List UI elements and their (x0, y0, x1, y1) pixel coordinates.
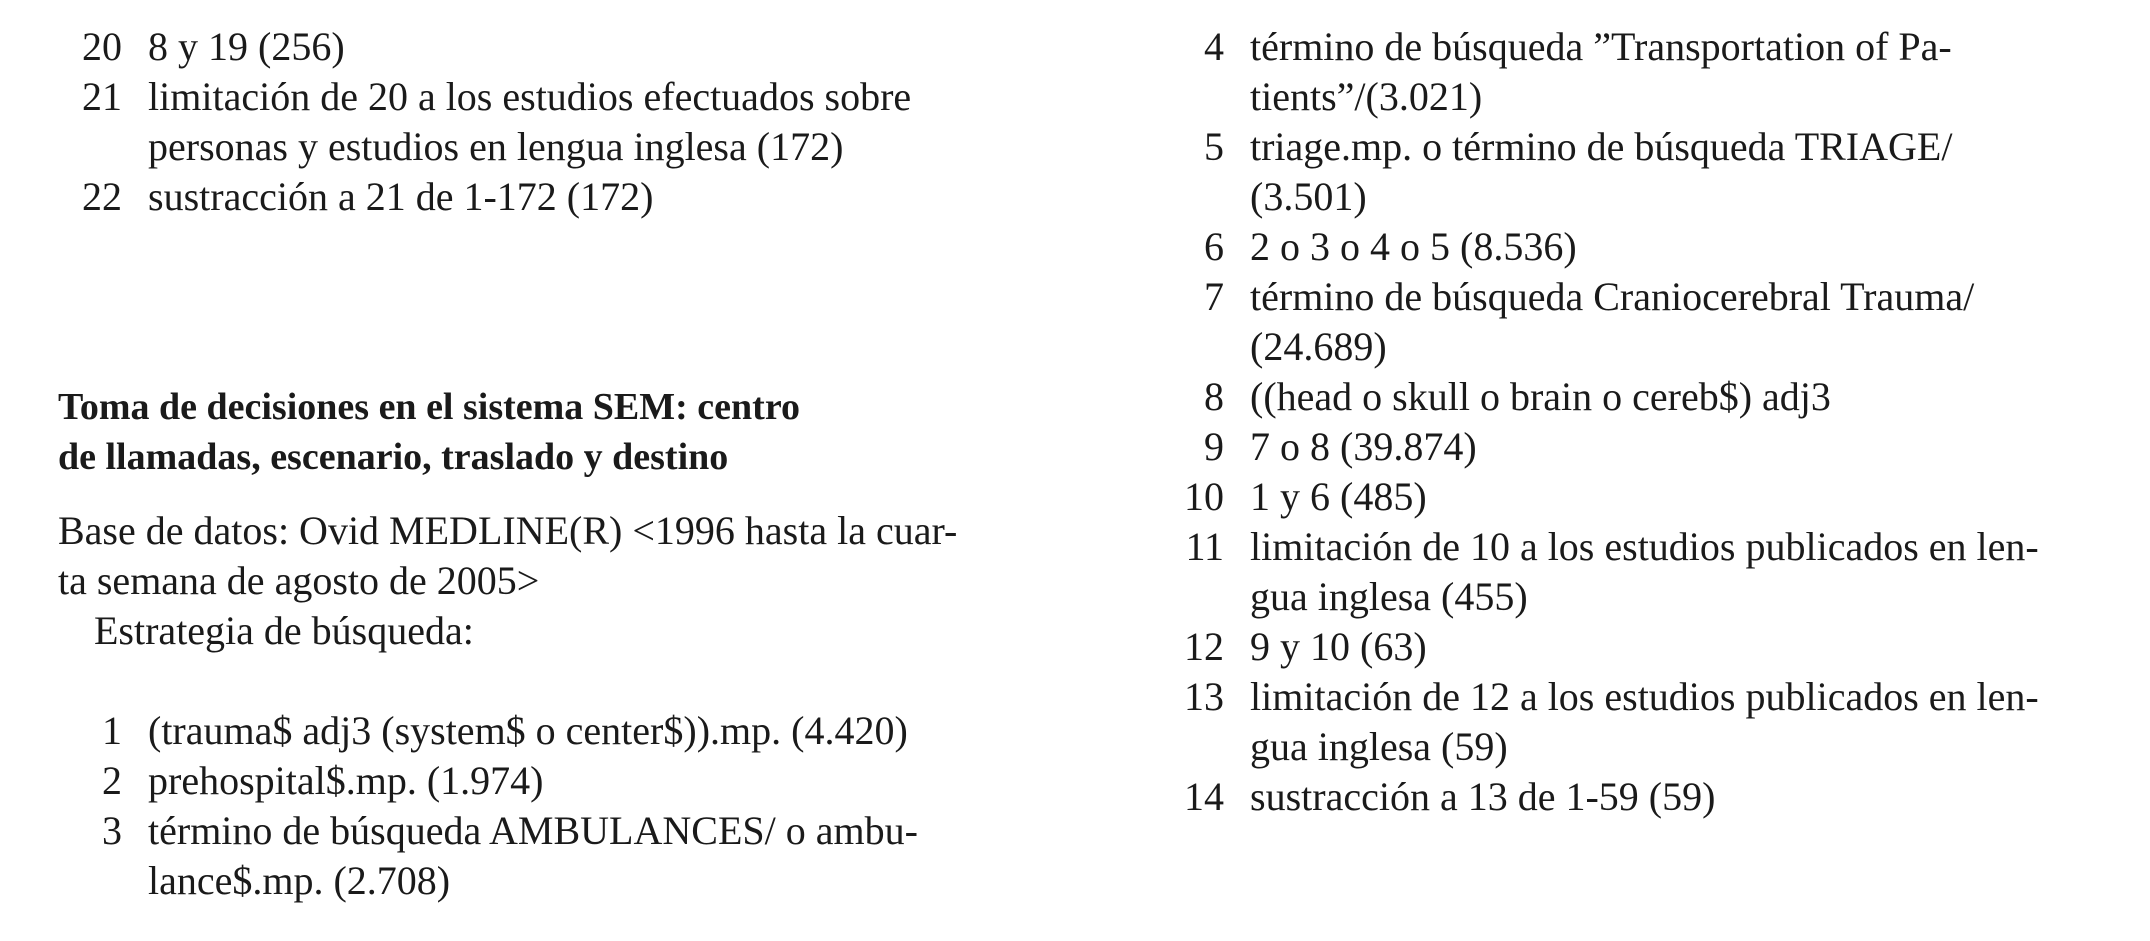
search-step-line: (3.501) (1250, 174, 1367, 219)
search-step (1160, 672, 2130, 772)
search-step-number: 12 (1184, 624, 1224, 669)
search-step (1160, 272, 2130, 372)
left-column (58, 22, 1050, 906)
search-step-text (1250, 672, 2130, 772)
search-step-number: 13 (1184, 674, 1224, 719)
search-step-text (148, 706, 1050, 756)
search-step (1160, 122, 2130, 222)
search-step-line: gua inglesa (455) (1250, 574, 1528, 619)
search-step-text (1250, 472, 2130, 522)
search-step (58, 72, 1050, 172)
search-step-number: 10 (1184, 474, 1224, 519)
search-step-number: 8 (1204, 374, 1224, 419)
search-step (58, 706, 1050, 756)
search-step-line: prehospital$.mp. (1.974) (148, 758, 544, 803)
search-step-number: 11 (1185, 524, 1224, 569)
search-step-line: 7 o 8 (39.874) (1250, 424, 1477, 469)
search-step-number: 9 (1204, 424, 1224, 469)
search-step-line: 1 y 6 (485) (1250, 474, 1427, 519)
search-step-number: 21 (82, 74, 122, 119)
search-step-number: 3 (102, 808, 122, 853)
strategy-label: Estrategia de búsqueda: (94, 608, 474, 653)
search-step-text (148, 806, 1050, 906)
search-step-line: término de búsqueda Craniocerebral Trauma/ (1250, 274, 1975, 319)
search-step-number: 22 (82, 174, 122, 219)
search-step (1160, 372, 2130, 422)
search-step-number: 14 (1184, 774, 1224, 819)
search-step-text (1250, 372, 2130, 422)
section-heading-line: de llamadas, escenario, traslado y destino (58, 436, 729, 478)
search-step-text (1250, 22, 2130, 122)
section-heading (58, 382, 958, 482)
search-step (58, 22, 1050, 72)
search-step-text (1250, 622, 2130, 672)
search-step (1160, 22, 2130, 122)
search-step-line: gua inglesa (59) (1250, 724, 1508, 769)
search-step-list-continued (58, 22, 1050, 222)
search-step-number: 7 (1204, 274, 1224, 319)
search-step (1160, 422, 2130, 472)
search-step-number: 1 (102, 708, 122, 753)
search-step-list (58, 706, 1050, 906)
search-step-line: término de búsqueda ”Transportation of Pa- (1250, 24, 1952, 69)
search-step (58, 806, 1050, 906)
search-step-line: (trauma$ adj3 (system$ o center$)).mp. (4.420) (148, 708, 908, 753)
database-description (58, 506, 1050, 606)
search-step (1160, 622, 2130, 672)
search-step-line: 9 y 10 (63) (1250, 624, 1427, 669)
database-line: Base de datos: Ovid MEDLINE(R) <1996 hasta la cuar- (58, 508, 958, 553)
search-step-text (1250, 772, 2130, 822)
search-step-number: 2 (102, 758, 122, 803)
search-step-text (1250, 122, 2130, 222)
search-step-line: (24.689) (1250, 324, 1387, 369)
search-step-line: sustracción a 21 de 1-172 (172) (148, 174, 654, 219)
search-step-number: 6 (1204, 224, 1224, 269)
search-step-line: ((head o skull o brain o cereb$) adj3 (1250, 374, 1831, 419)
search-step-text (1250, 222, 2130, 272)
search-step-line: limitación de 20 a los estudios efectuados sobre (148, 74, 912, 119)
search-step-line: tients”/(3.021) (1250, 74, 1483, 119)
search-step-text (148, 72, 1050, 172)
search-step-number: 5 (1204, 124, 1224, 169)
search-step-line: limitación de 12 a los estudios publicados en len- (1250, 674, 2039, 719)
search-step-line: término de búsqueda AMBULANCES/ o ambu- (148, 808, 918, 853)
search-step-line: lance$.mp. (2.708) (148, 858, 451, 903)
search-step (1160, 772, 2130, 822)
spacer (58, 222, 1050, 382)
section-heading-line: Toma de decisiones en el sistema SEM: centro (58, 386, 801, 428)
search-step-text (148, 22, 1050, 72)
spacer (58, 482, 1050, 506)
spacer (58, 656, 1050, 706)
search-step-number: 4 (1204, 24, 1224, 69)
search-step-number: 20 (82, 24, 122, 69)
search-step-line: 2 o 3 o 4 o 5 (8.536) (1250, 224, 1577, 269)
search-step-text (1250, 522, 2130, 622)
search-step (1160, 472, 2130, 522)
search-step (1160, 522, 2130, 622)
search-step-text (148, 756, 1050, 806)
search-step-line: sustracción a 13 de 1-59 (59) (1250, 774, 1716, 819)
search-step-line: 8 y 19 (256) (148, 24, 345, 69)
search-step (1160, 222, 2130, 272)
search-step (58, 172, 1050, 222)
search-step-text (148, 172, 1050, 222)
search-step-text (1250, 272, 2130, 372)
right-column (1160, 22, 2130, 822)
search-step-line: limitación de 10 a los estudios publicados en len- (1250, 524, 2039, 569)
search-step (58, 756, 1050, 806)
search-step-line: triage.mp. o término de búsqueda TRIAGE/ (1250, 124, 1953, 169)
search-step-text (1250, 422, 2130, 472)
database-line: ta semana de agosto de 2005> (58, 558, 540, 603)
search-step-list (1160, 22, 2130, 822)
search-step-line: personas y estudios en lengua inglesa (172) (148, 124, 844, 169)
